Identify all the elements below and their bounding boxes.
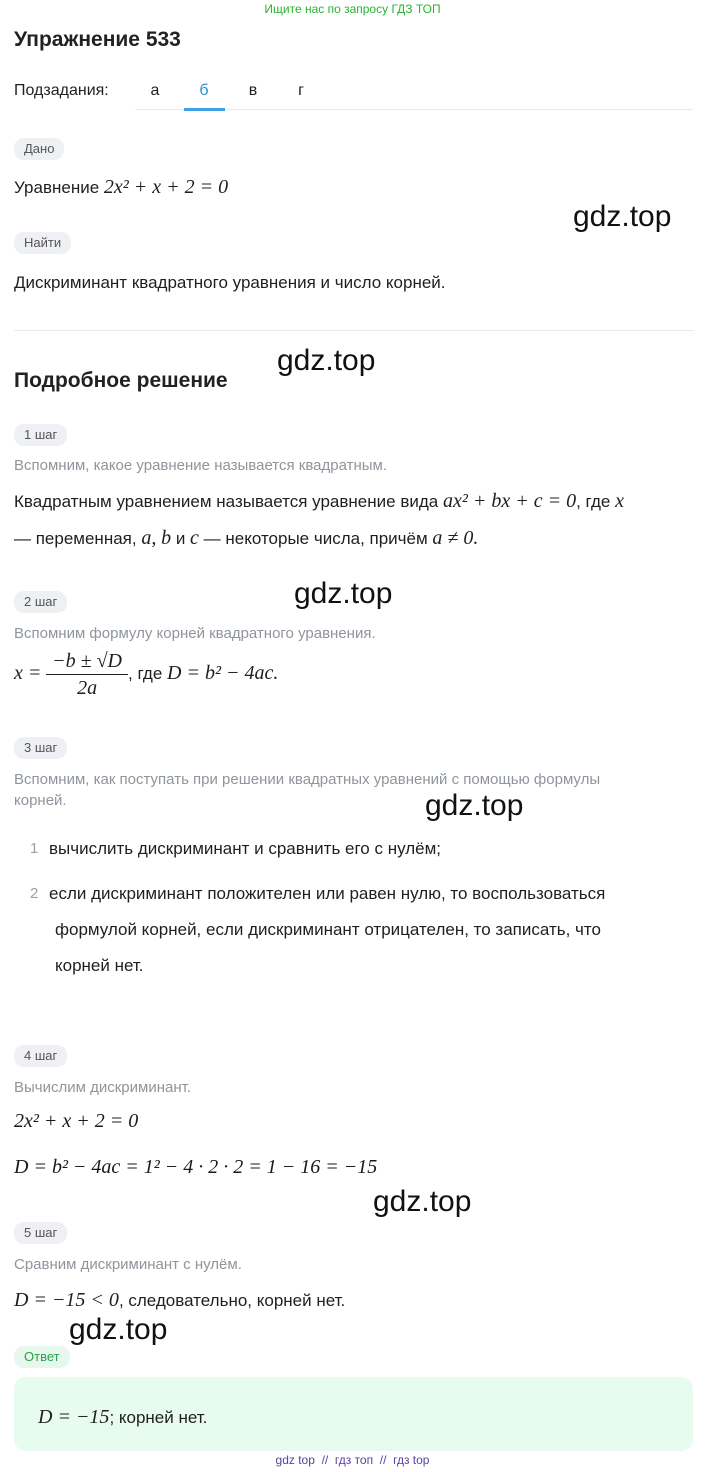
list-item-2-line-2: формулой корней, если дискриминант отрицателен, то записать, что [55, 920, 601, 939]
step5-math: D = −15 < 0 [14, 1289, 119, 1311]
step1-var-b: b [161, 527, 172, 549]
step1-hint: Вспомним, какое уравнение называется квадратным. [14, 457, 388, 474]
quadratic-formula-fraction [46, 650, 128, 699]
discriminant-formula: D = b² − 4ac. [167, 661, 279, 684]
step5-conclusion [14, 1289, 345, 1312]
step4-discriminant-calc: D = b² − 4ac = 1² − 4 · 2 · 2 = 1 − 16 = −15 [14, 1156, 378, 1178]
step3-badge: 3 шаг [14, 737, 67, 759]
watermark: gdz.top [373, 1185, 472, 1218]
step3-hint-2: корней. [14, 792, 67, 809]
step1-badge: 1 шаг [14, 424, 67, 446]
given-prefix: Уравнение [14, 178, 100, 197]
step1-line1-var: x [615, 490, 624, 512]
step1-var-a: a, [141, 527, 157, 549]
section-divider [14, 330, 694, 331]
answer-badge: Ответ [14, 1346, 70, 1368]
answer-text [38, 1406, 207, 1429]
step1-line2 [14, 527, 478, 550]
subtask-tab-g[interactable]: г [298, 82, 304, 99]
step2-badge: 2 шаг [14, 591, 67, 613]
step1-var-c: c [190, 527, 199, 549]
step4-equation: 2x² + x + 2 = 0 [14, 1110, 139, 1132]
list-item-2-number: 2 [30, 885, 39, 902]
search-banner: Ищите нас по запросу ГДЗ ТОП [264, 2, 441, 16]
find-text: Дискриминант квадратного уравнения и число корней. [14, 273, 446, 292]
step2-formula [14, 650, 278, 699]
step3-hint-1: Вспомним, как поступать при решении квадратных уравнений с помощью формулы [14, 771, 601, 788]
subtask-tab-v[interactable]: в [248, 82, 258, 99]
step1-line1-text: Квадратным уравнением называется уравнение вида [14, 492, 439, 511]
watermark: gdz.top [294, 577, 393, 610]
step2-x-eq: x = [14, 661, 42, 684]
subtasks-label: Подзадания: [14, 82, 109, 99]
step2-hint: Вспомним формулу корней квадратного уравнения. [14, 625, 376, 642]
subtask-tab-b[interactable]: б [199, 82, 209, 99]
list-item-2-line-1: если дискриминант положителен или равен нулю, то воспользоваться [49, 884, 606, 903]
find-badge: Найти [14, 232, 71, 254]
solution-title: Подробное решение [14, 369, 228, 392]
step4-hint: Вычислим дискриминант. [14, 1079, 191, 1096]
active-tab-underline [184, 108, 225, 111]
watermark: gdz.top [277, 344, 376, 377]
given-equation: 2x² + x + 2 = 0 [103, 176, 229, 198]
given-badge: Дано [14, 138, 64, 160]
step2-where: , где [128, 663, 163, 683]
step1-line2-rest: — некоторые числа, причём [203, 529, 428, 548]
step5-text: , следовательно, корней нет. [118, 1291, 346, 1310]
page-title: Упражнение 533 [14, 28, 181, 51]
step1-line1-suffix: , где [576, 492, 611, 511]
footer-links: gdz top // гдз топ // гдз top [275, 1453, 430, 1467]
list-item-1-text: вычислить дискриминант и сравнить его с нулём; [49, 839, 442, 858]
step1-line1 [14, 490, 624, 513]
step1-condition: a ≠ 0. [432, 527, 479, 549]
step1-line1-math: ax² + bx + c = 0 [442, 490, 577, 512]
step1-line2-dash: — переменная, [14, 529, 137, 548]
watermark: gdz.top [573, 200, 672, 233]
step5-hint: Сравним дискриминант с нулём. [14, 1256, 242, 1273]
step5-badge: 5 шаг [14, 1222, 67, 1244]
watermark: gdz.top [69, 1313, 168, 1346]
subtask-tab-a[interactable]: а [150, 82, 160, 99]
step1-and: и [175, 529, 186, 548]
answer-math: D = −15 [38, 1406, 110, 1428]
answer-suffix: ; корней нет. [109, 1408, 208, 1427]
list-item-2-line-3: корней нет. [55, 956, 144, 975]
list-item-1-number: 1 [30, 840, 39, 857]
formula-numerator: −b ± √D [46, 650, 128, 675]
formula-denominator: 2a [77, 677, 98, 699]
step4-badge: 4 шаг [14, 1045, 67, 1067]
given-statement [14, 176, 228, 199]
watermark: gdz.top [425, 789, 524, 822]
